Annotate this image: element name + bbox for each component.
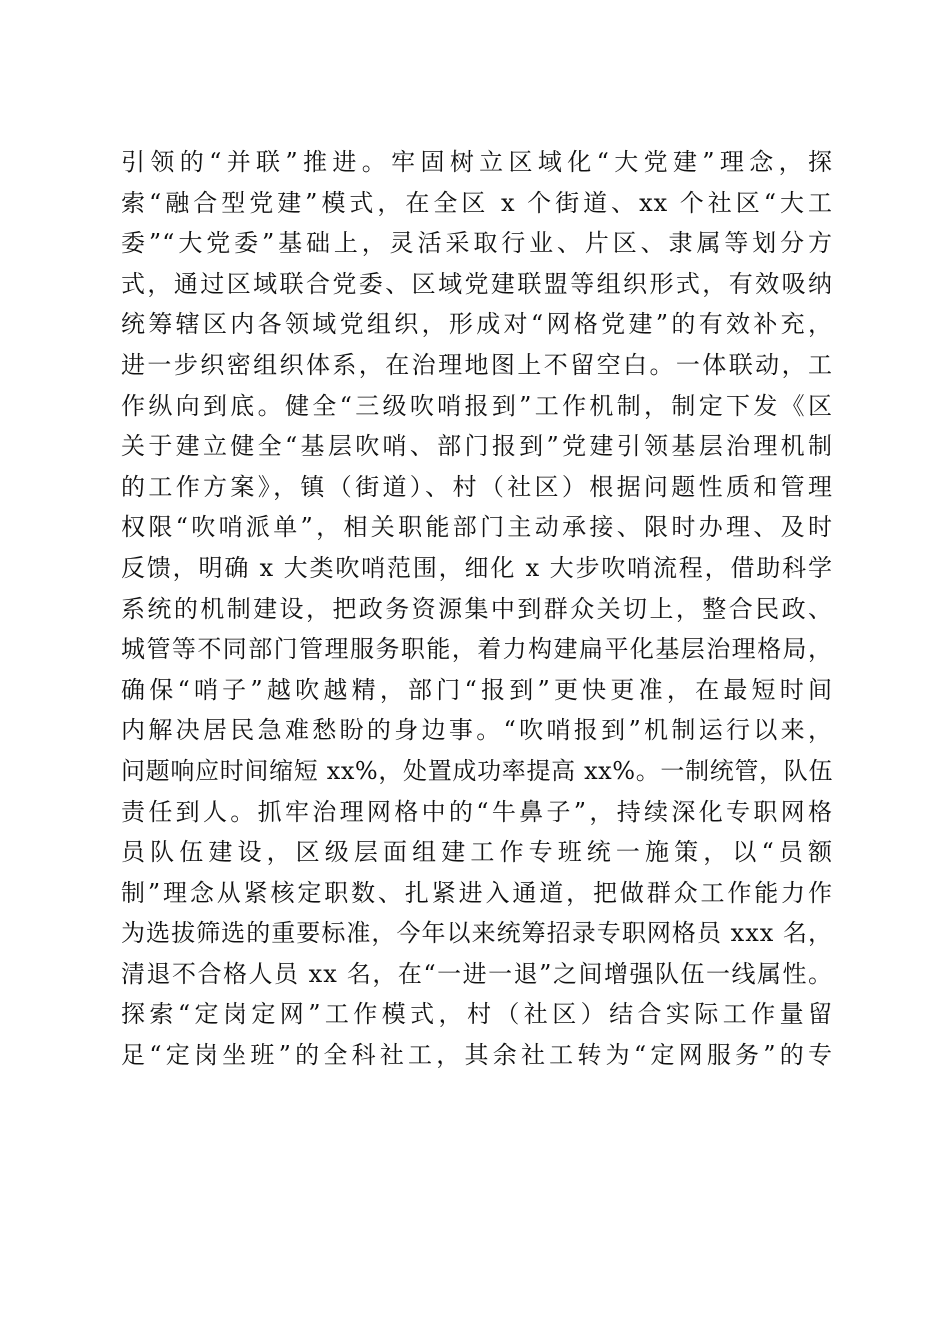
text-line: 系统的机制建设，把政务资源集中到群众关切上，整合民政、 bbox=[121, 594, 833, 623]
text-line: 制”理念从紧核定职数、扎紧进入通道，把做群众工作能力作 bbox=[121, 878, 833, 907]
text-line: 引领的“并联”推进。牢固树立区域化“大党建”理念，探 bbox=[121, 148, 833, 176]
text-line: 关于建立健全“基层吹哨、部门报到”党建引领基层治理机制 bbox=[121, 432, 833, 461]
text-line: 足“定岗坐班”的全科社工，其余社工转为“定网服务”的专 bbox=[121, 1041, 833, 1070]
text-line: 清退不合格人员 xx 名，在“一进一退”之间增强队伍一线属性。 bbox=[121, 959, 833, 988]
text-line: 确保“哨子”越吹越精，部门“报到”更快更准，在最短时间 bbox=[121, 675, 833, 704]
text-line: 的工作方案》，镇（街道）、村（社区）根据问题性质和管理 bbox=[121, 472, 833, 501]
text-line: 进一步织密组织体系，在治理地图上不留空白。一体联动，工 bbox=[121, 350, 833, 379]
text-line: 城管等不同部门管理服务职能，着力构建扁平化基层治理格局， bbox=[121, 635, 833, 664]
text-line: 反馈，明确 x 大类吹哨范围，细化 x 大步吹哨流程，借助科学 bbox=[121, 553, 833, 582]
text-line: 统筹辖区内各领域党组织，形成对“网格党建”的有效补充， bbox=[121, 310, 833, 339]
text-line: 索“融合型党建”模式，在全区 x 个街道、xx 个社区“大工 bbox=[121, 188, 833, 217]
text-line: 为选拔筛选的重要标准，今年以来统筹招录专职网格员 xxx 名， bbox=[121, 919, 833, 948]
text-line: 委”“大党委”基础上，灵活采取行业、片区、隶属等划分方 bbox=[121, 229, 833, 258]
text-line: 探索“定岗定网”工作模式，村（社区）结合实际工作量留 bbox=[121, 1000, 833, 1029]
text-line: 作纵向到底。健全“三级吹哨报到”工作机制，制定下发《区 bbox=[121, 391, 833, 420]
text-line: 式，通过区域联合党委、区域党建联盟等组织形式，有效吸纳 bbox=[121, 269, 833, 298]
text-line: 员队伍建设，区级层面组建工作专班统一施策，以“员额 bbox=[121, 838, 833, 867]
body-text bbox=[121, 142, 833, 1076]
text-line: 内解决居民急难愁盼的身边事。“吹哨报到”机制运行以来， bbox=[121, 716, 833, 745]
text-line: 责任到人。抓牢治理网格中的“牛鼻子”，持续深化专职网格 bbox=[121, 797, 833, 826]
text-line: 问题响应时间缩短 xx%，处置成功率提高 xx%。一制统管，队伍 bbox=[121, 756, 833, 785]
text-line: 权限“吹哨派单”，相关职能部门主动承接、限时办理、及时 bbox=[121, 513, 833, 542]
